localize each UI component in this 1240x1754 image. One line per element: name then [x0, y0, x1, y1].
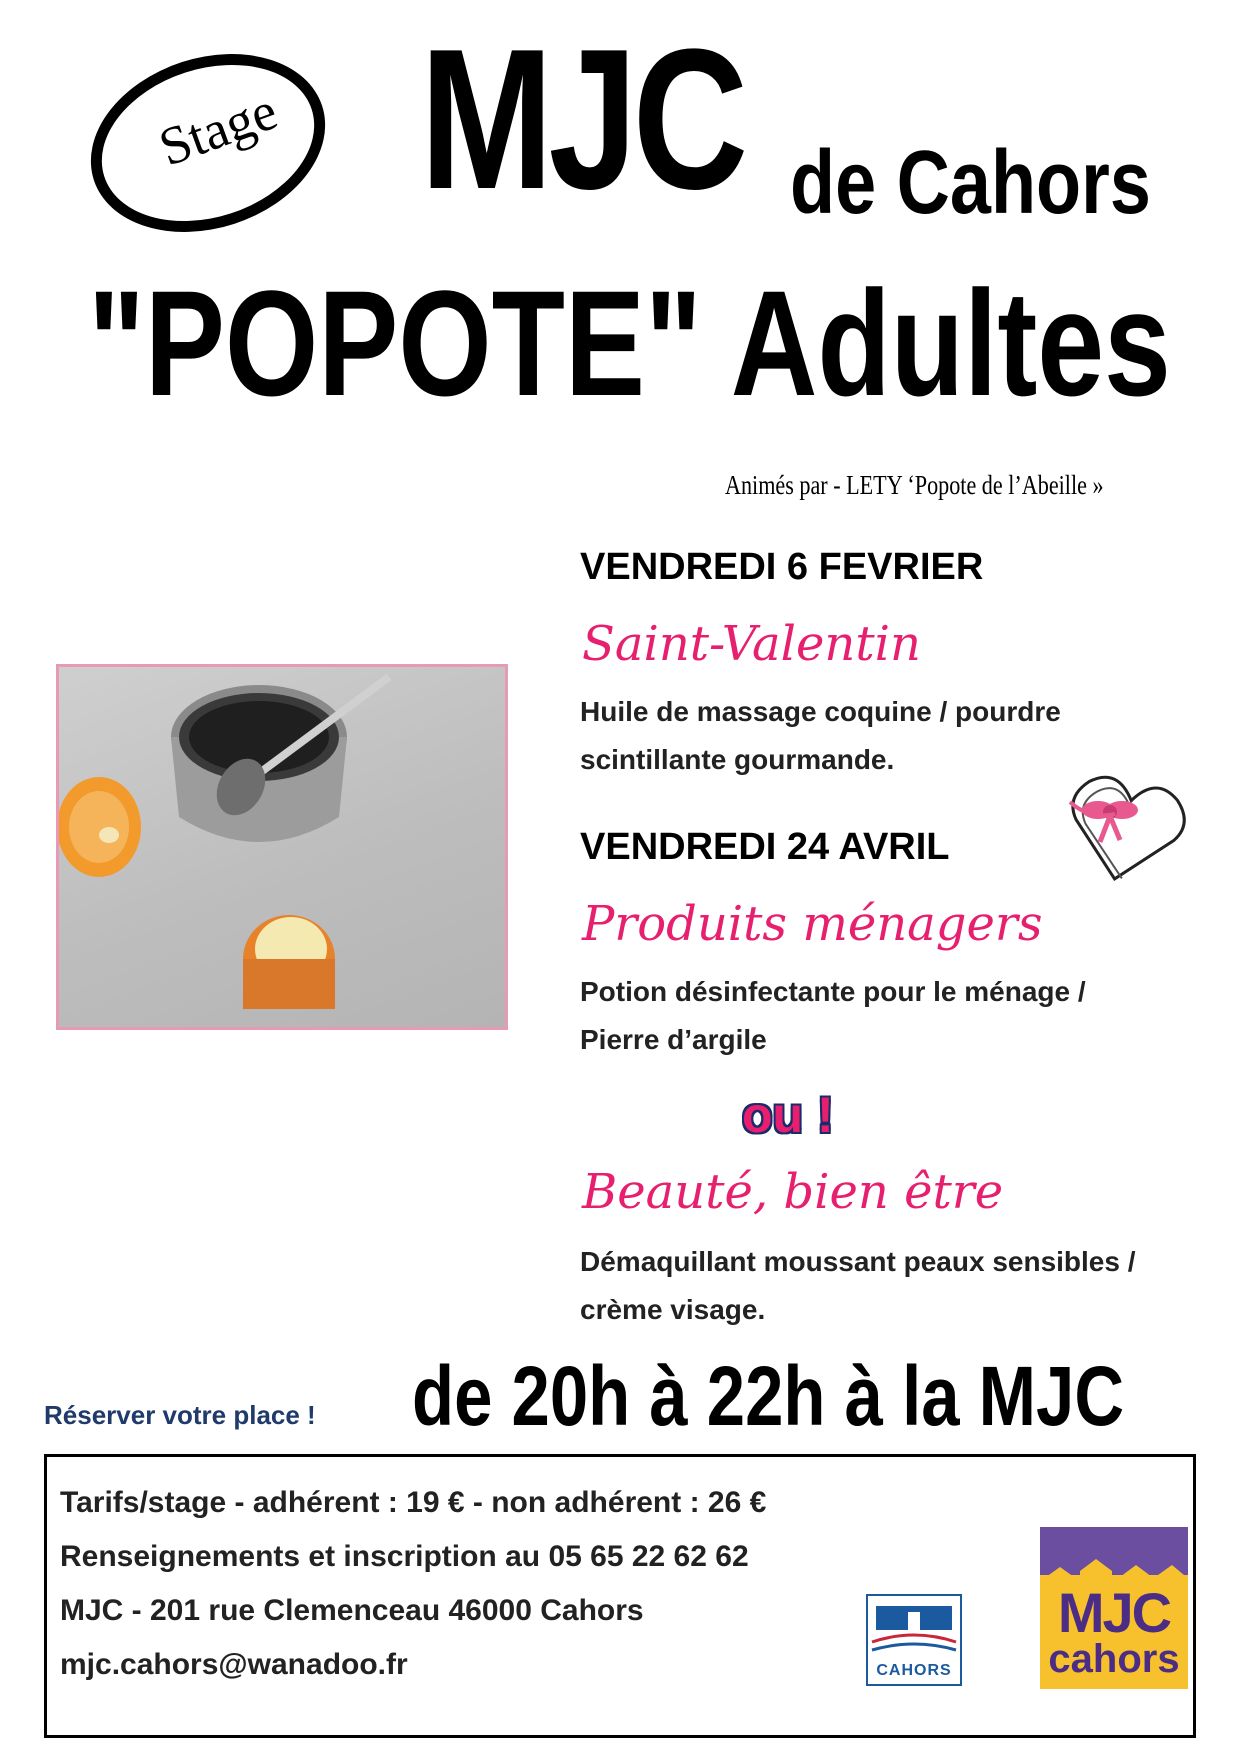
event-hours: de 20h à 22h à la MJC — [412, 1349, 1125, 1443]
alternative-description — [580, 1238, 1136, 1334]
mjc-logo-main: MJC — [1057, 1581, 1171, 1644]
session-2-theme: Produits ménagers — [582, 896, 1043, 952]
alternative-theme: Beauté, bien être — [582, 1164, 1004, 1220]
pricing-line: Tarifs/stage - adhérent : 19 € - non adhérent : 26 € — [60, 1486, 767, 1519]
separator-ou: ou ! — [742, 1087, 834, 1143]
title-mjc: MJC — [420, 8, 744, 231]
phone-line: Renseignements et inscription au 05 65 22 62 62 — [60, 1540, 749, 1573]
session-2-description-line: Pierre d’argile — [580, 1024, 767, 1055]
animator-credit: Animés par - LETY ‘Popote de l’Abeille » — [725, 470, 1104, 500]
session-2-date: VENDREDI 24 AVRIL — [580, 826, 950, 868]
mjc-cahors-logo — [1040, 1527, 1188, 1689]
cosmetics-illustration — [59, 667, 508, 1030]
session-2-description — [580, 968, 1086, 1064]
session-1-description — [580, 688, 1061, 784]
cahors-city-logo — [866, 1594, 962, 1686]
title-de-cahors: de Cahors — [790, 133, 1151, 233]
alternative-description-line: crème visage. — [580, 1294, 766, 1325]
session-1-date: VENDREDI 6 FEVRIER — [580, 546, 984, 588]
session-1-description-line: scintillante gourmande. — [580, 744, 895, 775]
session-2-description-line: Potion désinfectante pour le ménage / — [580, 976, 1086, 1007]
alternative-description-line: Démaquillant moussant peaux sensibles / — [580, 1246, 1136, 1277]
product-photo — [56, 664, 508, 1030]
event-title: "POPOTE" Adultes — [88, 259, 1171, 427]
address-line: MJC - 201 rue Clemenceau 46000 Cahors — [60, 1594, 644, 1627]
email-link[interactable]: mjc.cahors@wanadoo.fr — [60, 1648, 408, 1681]
session-1-theme: Saint-Valentin — [582, 616, 921, 672]
reserve-text: Réserver votre place ! — [44, 1400, 316, 1430]
heart-gift-icon — [1060, 770, 1190, 890]
session-1-description-line: Huile de massage coquine / pourdre — [580, 696, 1061, 727]
cahors-logo-text: CAHORS — [876, 1662, 952, 1679]
stage-badge-label: Stage — [151, 80, 285, 178]
mjc-logo-sub: cahors — [1048, 1637, 1180, 1681]
